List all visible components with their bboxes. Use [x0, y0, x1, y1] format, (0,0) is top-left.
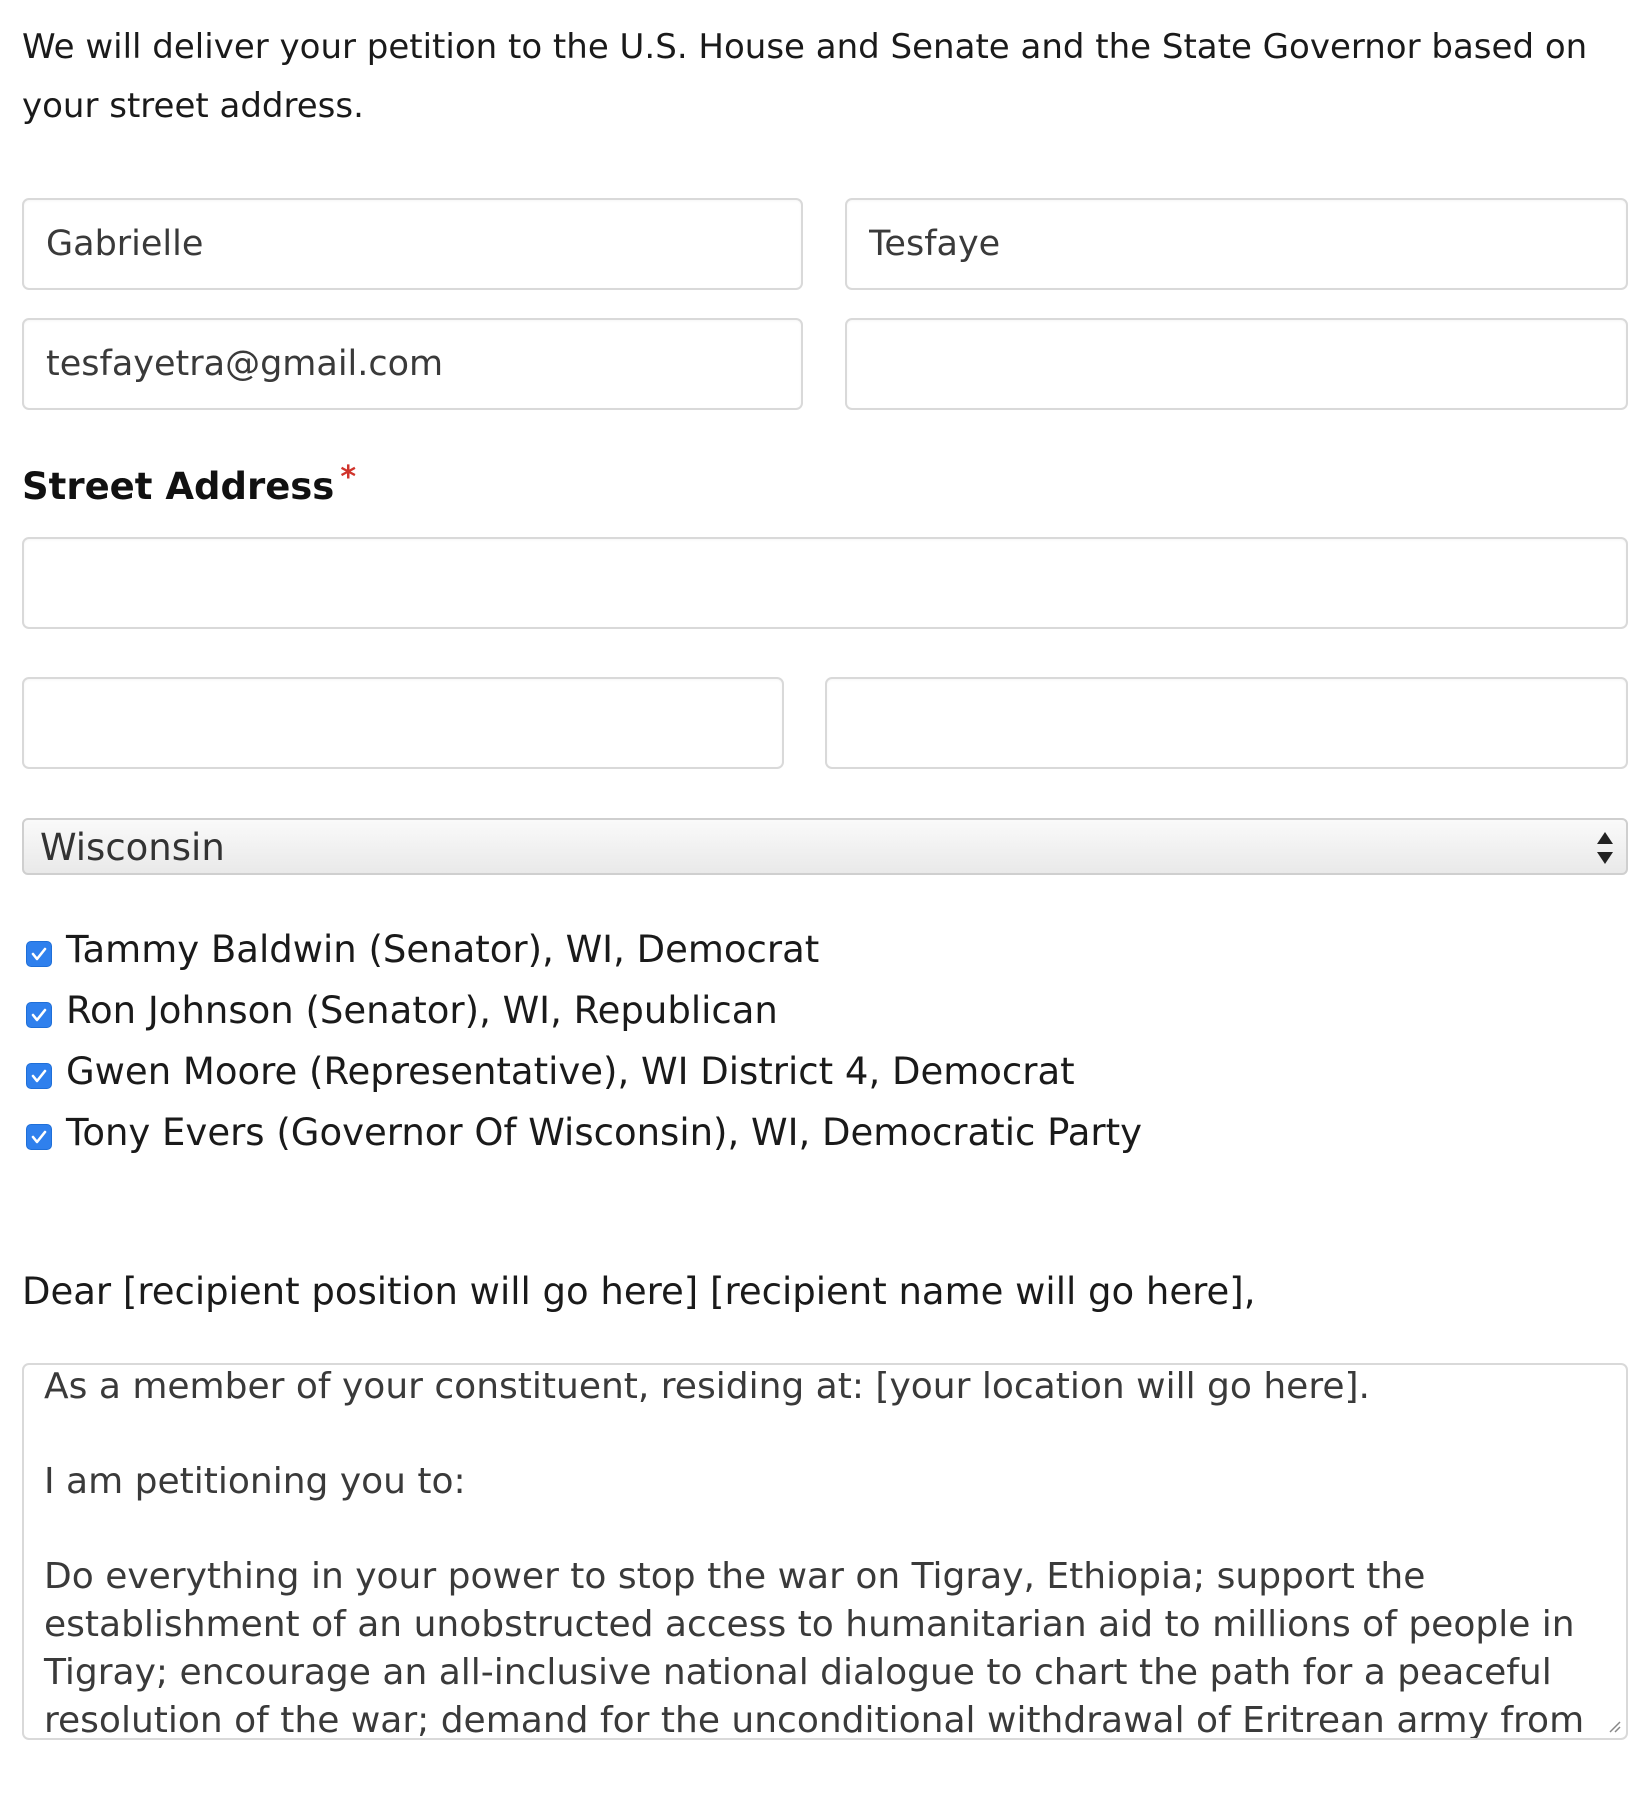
street-address-label	[22, 460, 356, 508]
required-marker: *	[340, 460, 357, 495]
street-address-label-text: Street Address	[22, 465, 335, 508]
checkbox-checked-icon[interactable]	[26, 1124, 52, 1150]
phone-input[interactable]	[845, 318, 1628, 410]
recipient-label: Tony Evers (Governor Of Wisconsin), WI, Democratic Party	[66, 1111, 1143, 1154]
state-select-value: Wisconsin	[40, 826, 225, 869]
city-input[interactable]	[22, 677, 784, 769]
select-arrows-icon	[1594, 828, 1616, 868]
petition-letter-textarea[interactable]	[22, 1363, 1628, 1740]
checkbox-checked-icon[interactable]	[26, 1063, 52, 1089]
letter-paragraph: Do everything in your power to stop the war on Tigray, Ethiopia; support the establishment of an unobstructed access to humanitarian aid to millions of people in Tigray; encourage an all-inclusive national dialogue to chart the path for a peaceful resolution of the war; demand for the unconditional withdrawal of Eritrean army from	[44, 1556, 1585, 1740]
recipient-label: Ron Johnson (Senator), WI, Republican	[66, 989, 778, 1032]
last-name-input[interactable]	[845, 198, 1628, 290]
resize-handle-icon[interactable]	[1606, 1718, 1622, 1734]
zip-input[interactable]	[825, 677, 1628, 769]
letter-paragraph: As a member of your constituent, residing at: [your location will go here].	[44, 1366, 1370, 1407]
salutation-text: Dear [recipient position will go here] [recipient name will go here],	[22, 1270, 1256, 1313]
recipient-label: Tammy Baldwin (Senator), WI, Democrat	[66, 928, 820, 971]
street-address-input[interactable]	[22, 537, 1628, 629]
first-name-input[interactable]	[22, 198, 803, 290]
checkbox-checked-icon[interactable]	[26, 941, 52, 967]
state-select[interactable]	[22, 818, 1628, 875]
letter-body	[44, 1363, 1604, 1740]
intro-text: We will deliver your petition to the U.S. House and Senate and the State Governor based on your street address.	[22, 27, 1588, 126]
checkbox-checked-icon[interactable]	[26, 1002, 52, 1028]
recipient-label: Gwen Moore (Representative), WI District 4, Democrat	[66, 1050, 1075, 1093]
letter-paragraph: I am petitioning you to:	[44, 1461, 466, 1502]
email-input[interactable]	[22, 318, 803, 410]
